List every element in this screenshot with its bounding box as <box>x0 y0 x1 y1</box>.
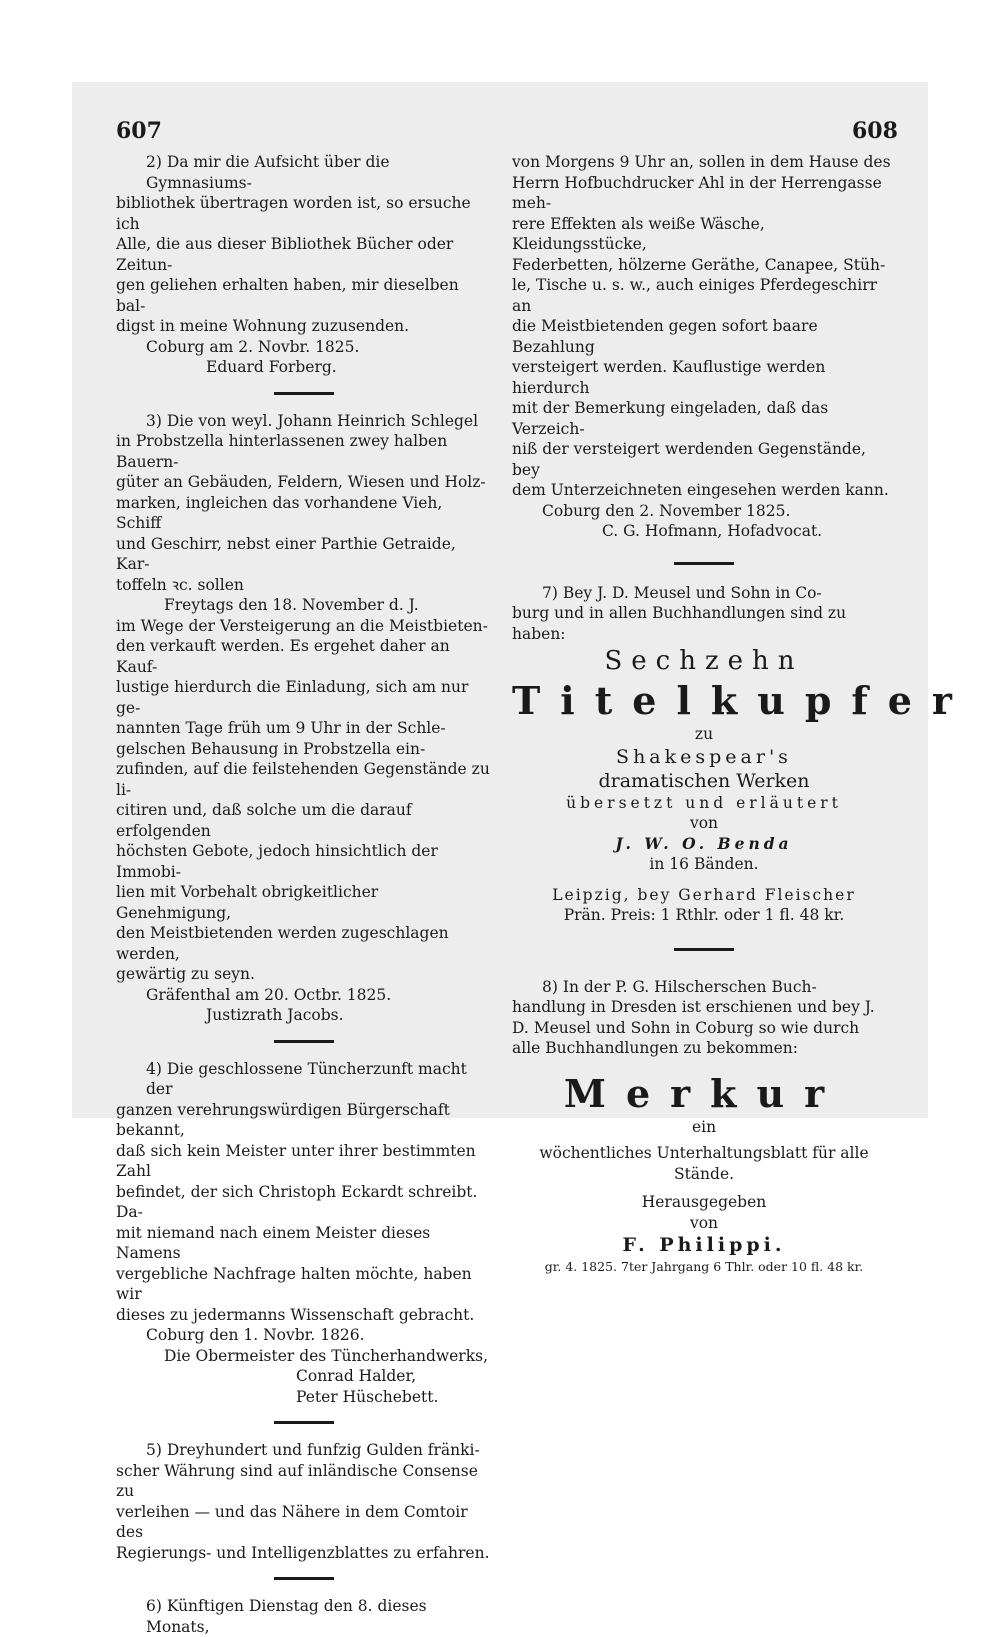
notice-4 <box>116 1059 492 1408</box>
text-line: in Probstzella hinterlassenen zwey halben Bauern- <box>116 432 448 471</box>
text-line: bibliothek übertragen worden ist, so ersuche ich <box>116 194 471 233</box>
text-line: Herrn Hofbuchdrucker Ahl in der Herrengasse meh- <box>512 173 882 212</box>
signature: Conrad Halder, <box>296 1367 417 1385</box>
text-line: 2) Da mir die Aufsicht über die Gymnasiums- <box>146 153 390 192</box>
notice-6-start: 6) Künftigen Dienstag den 8. dieses Monats, <box>146 1597 427 1636</box>
magazine-line: ein <box>691 1117 717 1136</box>
divider <box>274 1577 334 1580</box>
book-title-line: dramatischen Werken <box>598 769 810 792</box>
place-date: Coburg den 2. November 1825. <box>542 501 791 520</box>
notice-6-continued <box>512 152 896 542</box>
book-title-line: von <box>689 814 719 832</box>
text-line: dieses zu jedermanns Wissenschaft gebracht. <box>116 1305 475 1324</box>
signature: Peter Hüschebett. <box>296 1387 439 1406</box>
text-line: scher Währung sind auf inländische Consense zu <box>116 1461 478 1500</box>
signature: Justizrath Jacobs. <box>206 1006 344 1024</box>
text-line: und Geschirr, nebst einer Parthie Getraide, Kar- <box>116 534 456 573</box>
text-line: burg und in allen Buchhandlungen sind zu <box>512 604 847 622</box>
text-line: nannten Tage früh um 9 Uhr in der Schle- <box>116 719 446 737</box>
text-line: marken, ingleichen das vorhandene Vieh, Schiff <box>116 493 443 532</box>
text-line: ganzen verehrungswürdigen Bürgerschaft bekannt, <box>116 1100 450 1139</box>
text-line: gelschen Behausung in Probstzella ein- <box>116 739 426 758</box>
magazine-title: Merkur <box>563 1070 845 1116</box>
text-line: niß der versteigert werdenden Gegenstände, bey <box>512 440 866 479</box>
text-line: im Wege der Versteigerung an die Meistbieten- <box>116 616 488 635</box>
price: Prän. Preis: 1 Rthlr. oder 1 fl. 48 kr. <box>563 906 845 924</box>
magazine-line: Herausgegeben <box>641 1193 767 1211</box>
text-line: befindet, der sich Christoph Eckardt schreibt. Da- <box>116 1182 478 1221</box>
right-column <box>512 152 972 1278</box>
page-number-left: 607 <box>116 118 162 144</box>
notice-7 <box>512 583 972 926</box>
editor-name: F. Philippi. <box>622 1234 786 1256</box>
notice-8 <box>512 977 896 1278</box>
text-line: 5) Dreyhundert und funfzig Gulden fränki- <box>146 1441 480 1459</box>
text-line: dem Unterzeichneten eingesehen werden kann. <box>512 481 889 499</box>
text-line: Regierungs- und Intelligenzblattes zu erfahren. <box>116 1543 490 1562</box>
publisher: Leipzig, bey Gerhard Fleischer <box>552 885 856 904</box>
text-line: verleihen — und das Nähere in dem Comtoir des <box>116 1502 468 1541</box>
text-line: lustige hierdurch die Einladung, sich am nur ge- <box>116 678 469 717</box>
text-line: 7) Bey J. D. Meusel und Sohn in Co- <box>542 583 822 602</box>
book-title-line: zu <box>694 725 714 743</box>
signature: C. G. Hofmann, Hofadvocat. <box>602 522 823 540</box>
text-line: güter an Gebäuden, Feldern, Wiesen und Holz- <box>116 473 486 491</box>
place-date: Coburg am 2. Novbr. 1825. <box>146 337 360 356</box>
book-title-main: Titelkupfer <box>512 678 972 723</box>
book-title-line: Shakespear's <box>616 745 792 768</box>
divider <box>674 562 734 565</box>
place-date: Gräfenthal am 20. Octbr. 1825. <box>146 985 392 1004</box>
notice-5 <box>116 1440 492 1563</box>
text-line: Federbetten, hölzerne Geräthe, Canapee, Stüh- <box>512 255 886 274</box>
text-line: versteigert werden. Kauflustige werden hierdurch <box>512 358 826 397</box>
book-title-line: in 16 Bänden. <box>649 855 759 873</box>
text-line: handlung in Dresden ist erschienen und bey J. <box>512 998 875 1016</box>
book-title-line: Sechzehn <box>604 646 804 676</box>
text-line: gewärtig zu seyn. <box>116 965 255 983</box>
divider <box>274 1421 334 1424</box>
text-line: höchsten Gebote, jedoch hinsichtlich der Immobi- <box>116 842 438 881</box>
divider <box>274 1040 334 1043</box>
text-line: toffeln ꝛc. sollen <box>116 575 244 594</box>
text-line: gen geliehen erhalten haben, mir dieselben bal- <box>116 276 459 315</box>
author-name: J. W. O. Benda <box>615 833 793 853</box>
signature: Die Obermeister des Tüncherhandwerks, <box>164 1346 488 1365</box>
page-number-right: 608 <box>852 118 898 144</box>
left-column <box>116 152 492 1637</box>
auction-date: Freytags den 18. November d. J. <box>164 596 419 614</box>
magazine-line: von <box>689 1213 719 1232</box>
text-line: den Meistbietenden werden zugeschlagen werden, <box>116 924 449 963</box>
text-line: D. Meusel und Sohn in Coburg so wie durch <box>512 1018 860 1037</box>
notice-2 <box>116 152 492 378</box>
text-line: alle Buchhandlungen zu bekommen: <box>512 1039 799 1057</box>
place-date: Coburg den 1. Novbr. 1826. <box>146 1326 365 1344</box>
text-line: die Meistbietenden gegen sofort baare Bezahlung <box>512 317 818 356</box>
text-line: daß sich kein Meister unter ihrer bestimmten Zahl <box>116 1141 476 1180</box>
magazine-line: wöchentliches Unterhaltungsblatt für alle Stände. <box>539 1144 869 1183</box>
text-line: Alle, die aus dieser Bibliothek Bücher oder Zeitun- <box>116 235 454 274</box>
text-line: den verkauft werden. Es ergehet daher an Kauf- <box>116 637 450 676</box>
notice-3 <box>116 411 492 1026</box>
text-line: le, Tische u. s. w., auch einiges Pferdegeschirr an <box>512 276 878 315</box>
text-line: vergebliche Nachfrage halten möchte, haben wir <box>116 1264 472 1303</box>
text-line: haben: <box>512 624 566 643</box>
text-line: 3) Die von weyl. Johann Heinrich Schlegel <box>146 411 479 430</box>
text-line: zufinden, auf die feilstehenden Gegenstände zu li- <box>116 760 490 799</box>
divider <box>274 392 334 395</box>
text-line: citiren und, daß solche um die darauf erfolgenden <box>116 801 412 840</box>
divider <box>674 948 734 951</box>
text-line: lien mit Vorbehalt obrigkeitlicher Genehmigung, <box>116 883 379 922</box>
book-title-line: übersetzt und erläutert <box>566 793 842 812</box>
signature: Eduard Forberg. <box>206 358 337 376</box>
text-line: mit niemand nach einem Meister dieses Namens <box>116 1223 431 1262</box>
text-line: 8) In der P. G. Hilscherschen Buch- <box>542 977 817 996</box>
text-line: mit der Bemerkung eingeladen, daß das Verzeich- <box>512 399 829 438</box>
magazine-price: gr. 4. 1825. 7ter Jahrgang 6 Thlr. oder 10 fl. 48 kr. <box>544 1259 864 1274</box>
text-line: von Morgens 9 Uhr an, sollen in dem Hause des <box>512 153 891 171</box>
text-line: 4) Die geschlossene Tüncherzunft macht der <box>146 1059 467 1098</box>
text-line: digst in meine Wohnung zuzusenden. <box>116 317 410 335</box>
text-line: rere Effekten als weiße Wäsche, Kleidungsstücke, <box>512 214 765 253</box>
